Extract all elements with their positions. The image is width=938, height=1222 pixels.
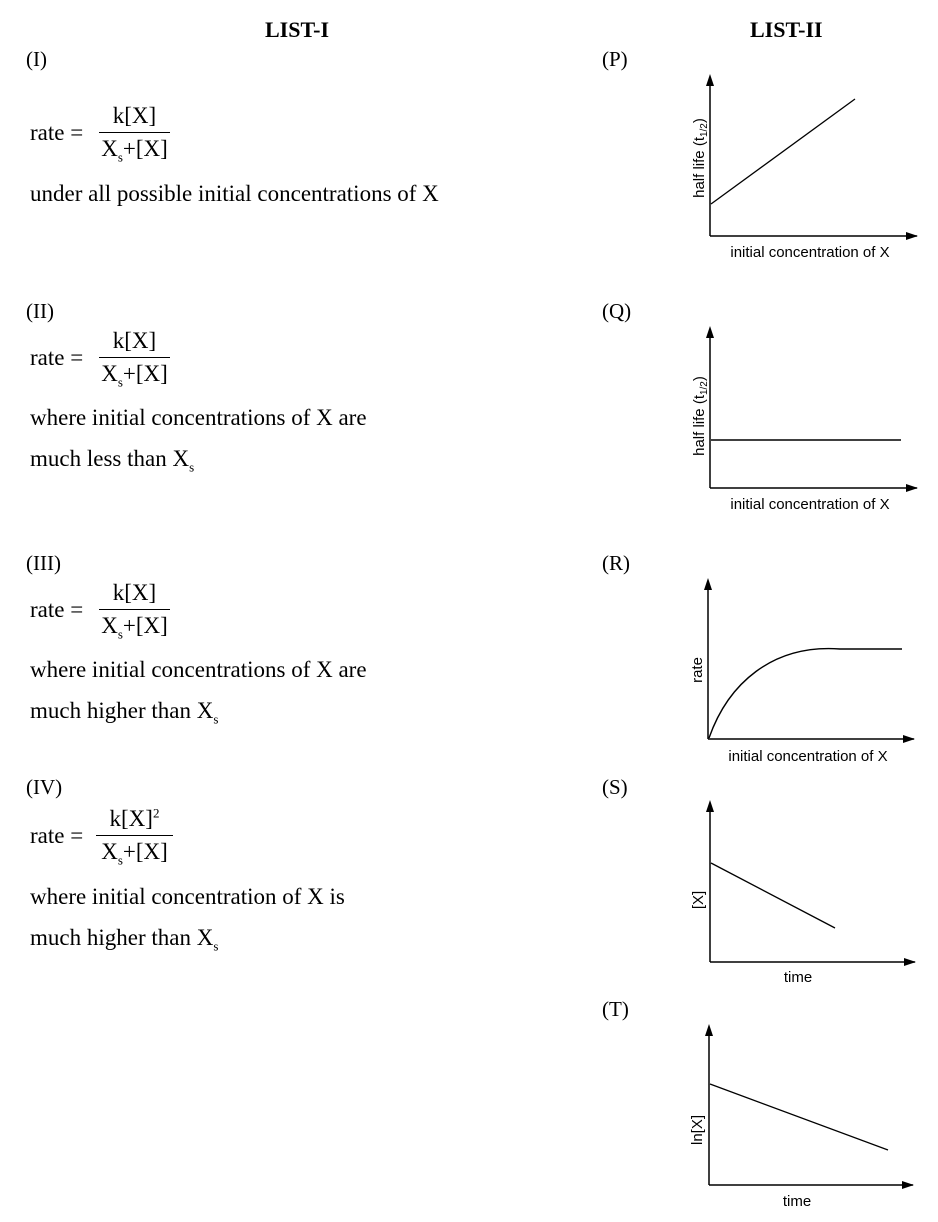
item-s-label: (S) [602, 775, 628, 799]
item-iv-numerator: k[X] [109, 806, 153, 831]
plot-q [680, 322, 920, 517]
plot-p-xlabel: initial concentration of X [730, 244, 890, 261]
item-iii-den-x: X [101, 613, 118, 638]
item-iv-condition-line2 [30, 925, 219, 954]
item-iii-condition-line1: where initial concentrations of X are [30, 657, 367, 682]
plot-s-xlabel: time [783, 969, 813, 986]
item-r-label: (R) [602, 551, 630, 575]
item-iv-equation [30, 805, 176, 868]
item-ii-den-rest: +[X] [122, 361, 168, 386]
item-ii-den-sub: s [117, 374, 123, 390]
plot-p-x-arrow [906, 232, 918, 240]
item-i-fraction [93, 103, 176, 165]
item-q-label: (Q) [602, 299, 632, 323]
item-iv-line2-text: much higher than X [30, 925, 214, 950]
plot-s-ylabel: [X] [690, 890, 707, 910]
item-ii-den-x: X [101, 361, 118, 386]
item-ii-condition-line1: where initial concentrations of X are [30, 405, 367, 430]
item-t-label: (T) [602, 997, 629, 1021]
item-iii-den-rest: +[X] [122, 613, 168, 638]
item-iii-numerator: k[X] [112, 580, 157, 605]
plot-q-axes [710, 332, 917, 488]
item-ii-condition-line2 [30, 446, 195, 475]
item-ii-equation [30, 328, 176, 390]
item-p-label: (P) [602, 47, 628, 71]
item-i-numerator: k[X] [112, 103, 157, 128]
item-iv-rate-prefix: rate = [30, 822, 84, 848]
plot-r [680, 574, 920, 769]
item-ii-fraction [93, 328, 176, 390]
item-iv-label: (IV) [26, 775, 63, 799]
item-iii-rate-prefix: rate = [30, 596, 84, 622]
plot-q-x-arrow [906, 484, 918, 492]
item-iii-label: (III) [26, 551, 61, 575]
plot-q-ylabel: half life $(t_{1/2})$ [691, 376, 710, 456]
item-i-den-rest: +[X] [122, 136, 168, 161]
plot-p [680, 70, 920, 265]
item-ii-line2-text: much less than X [30, 446, 190, 471]
plot-s-curve [711, 863, 835, 928]
item-iv-den-rest: +[X] [122, 839, 168, 864]
item-ii-label: (II) [26, 299, 54, 323]
item-iv-den-sub: s [117, 852, 123, 868]
item-i-condition: under all possible initial concentrations of X [30, 181, 439, 206]
plot-t [680, 1020, 920, 1215]
plot-t-curve [710, 1084, 888, 1150]
plot-p-y-arrow [706, 74, 714, 86]
list-1-heading: LIST-I [265, 17, 330, 42]
list-2-heading: LIST-II [750, 17, 823, 42]
plot-t-ylabel: ln[X] [689, 1114, 706, 1146]
item-iii-fraction [93, 580, 176, 642]
item-i-den-x: X [101, 136, 118, 161]
plot-r-y-arrow [704, 578, 712, 590]
item-iii-line2-sub: s [213, 711, 219, 727]
item-iv-condition-line1: where initial concentration of X is [30, 884, 345, 909]
item-iii-equation [30, 580, 176, 642]
item-ii-rate-prefix: rate = [30, 344, 84, 370]
plot-p-axes [710, 80, 917, 236]
plot-t-xlabel: time [782, 1193, 812, 1210]
plot-t-x-arrow [902, 1181, 914, 1189]
item-i-label: (I) [26, 47, 47, 71]
item-i-rate-prefix: rate = [30, 119, 84, 145]
plot-r-ylabel: rate [689, 657, 706, 683]
item-ii-line2-sub: s [189, 459, 195, 475]
item-iv-den-x: X [101, 839, 118, 864]
plot-t-y-arrow [705, 1024, 713, 1036]
item-iv-line2-sub: s [213, 938, 219, 954]
plot-r-axes [708, 584, 914, 739]
plot-s-axes [710, 806, 915, 962]
item-iii-line2-text: much higher than X [30, 698, 214, 723]
item-iii-den-sub: s [117, 626, 123, 642]
plot-s-y-arrow [706, 800, 714, 812]
item-i-equation [30, 103, 176, 165]
plot-r-curve [709, 649, 902, 738]
item-iv-fraction [93, 805, 176, 868]
plot-r-x-arrow [903, 735, 915, 743]
plot-s-x-arrow [904, 958, 916, 966]
plot-q-y-arrow [706, 326, 714, 338]
item-iv-numerator-power: 2 [152, 805, 160, 821]
item-iii-condition-line2 [30, 698, 219, 727]
item-ii-numerator: k[X] [112, 328, 157, 353]
plot-p-ylabel: half life $(t_{1/2})$ [691, 118, 710, 198]
plot-t-axes [709, 1030, 913, 1185]
plot-q-xlabel: initial concentration of X [730, 496, 890, 513]
plot-s [680, 796, 920, 991]
plot-r-xlabel: initial concentration of X [728, 748, 888, 765]
plot-p-curve [711, 99, 855, 204]
item-i-den-sub: s [117, 149, 123, 165]
